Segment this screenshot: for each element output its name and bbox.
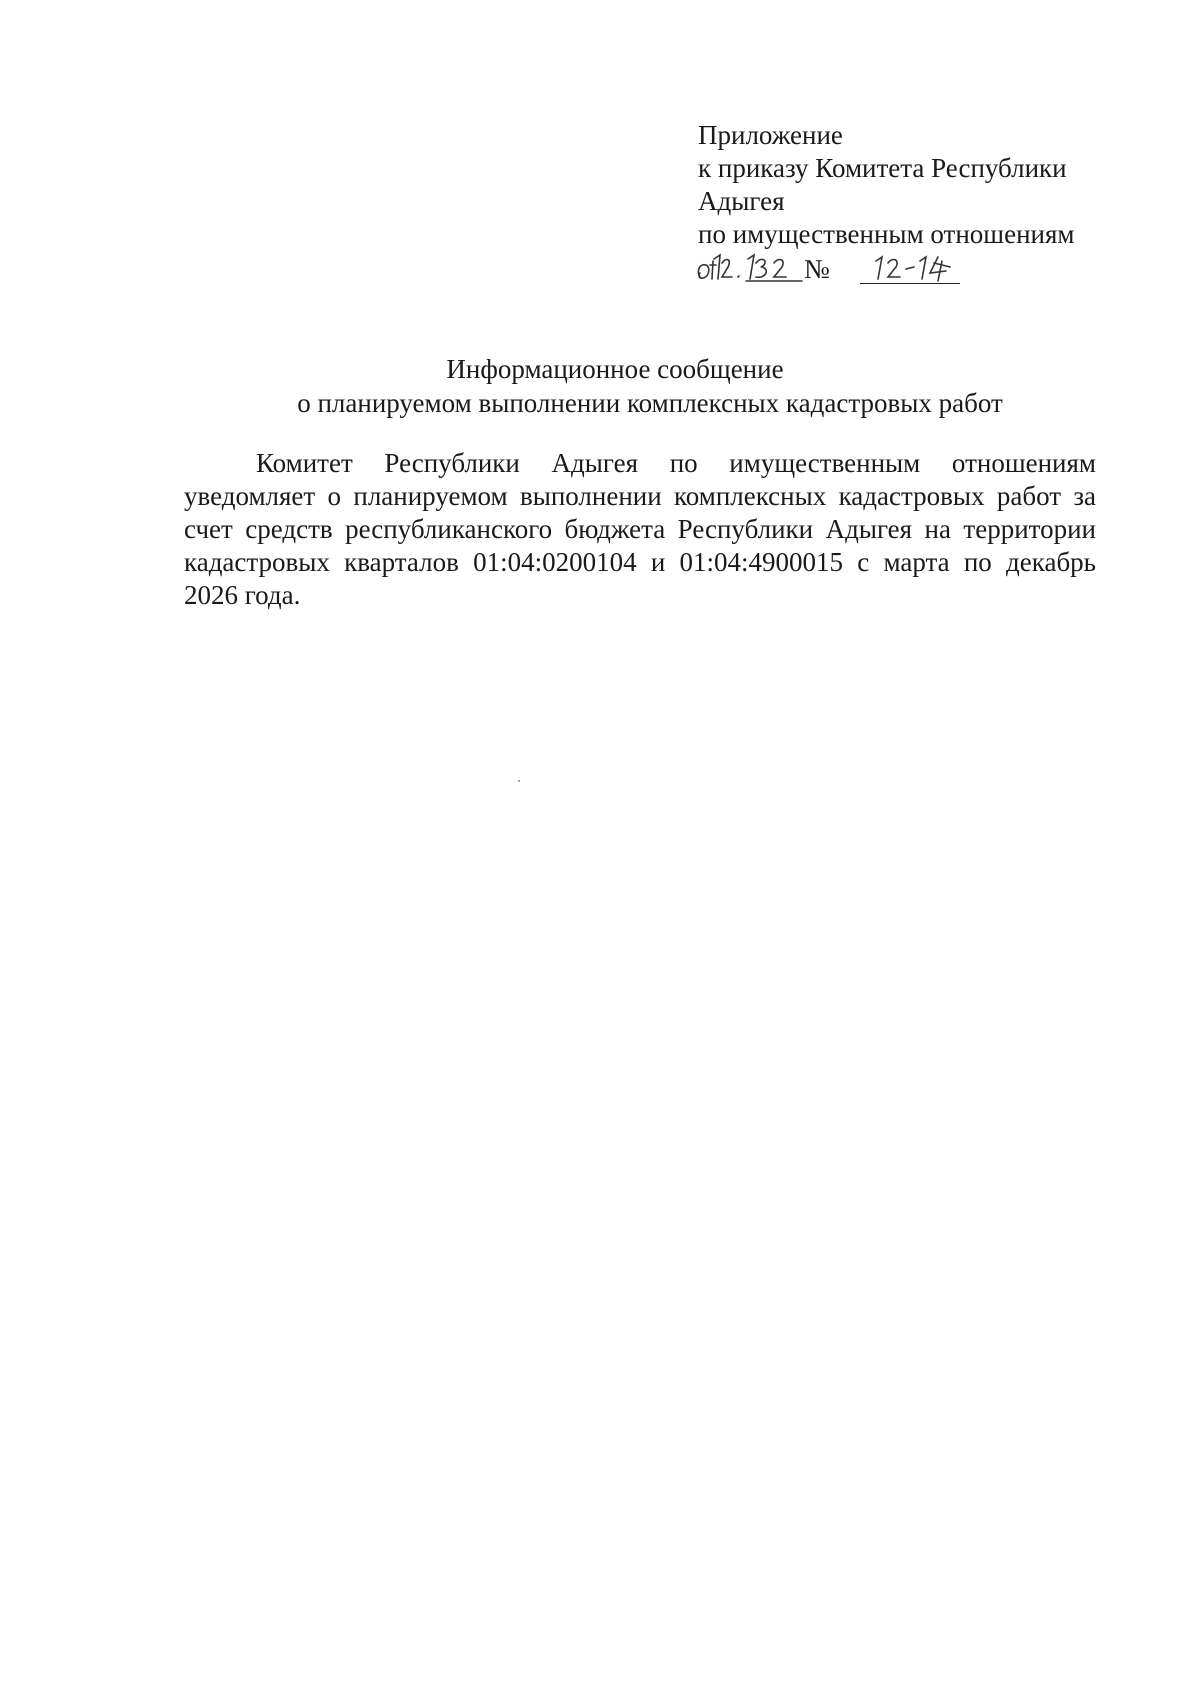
appendix-order-ref: к приказу Комитета Республики — [698, 153, 1067, 183]
appendix-label: Приложение — [698, 120, 843, 150]
appendix-region: Адыгея — [698, 186, 785, 216]
handwritten-number — [866, 249, 976, 289]
scan-speck — [518, 780, 520, 782]
title-line-2: о планируемом выполнении комплексных кадастровых работ — [297, 388, 1003, 418]
number-sign: № — [804, 254, 830, 284]
order-date-number-line — [698, 253, 1118, 289]
appendix-committee: по имущественным отношениям — [698, 219, 1075, 249]
handwritten-date — [692, 249, 812, 289]
appendix-header — [698, 119, 1118, 289]
document-title — [0, 352, 1200, 420]
notice-paragraph: Комитет Республики Адыгея по имущественным отношениям уведомляет о планируемом выполнении комплексных кадастровых работ за счет средств республиканского бюджета Республики Адыгея на территории кадастровых кварталов 01:04:0200104 и 01:04:4900015 с марта по декабрь 2026 года. — [184, 448, 1096, 610]
title-line-1: Информационное сообщение — [446, 354, 784, 384]
